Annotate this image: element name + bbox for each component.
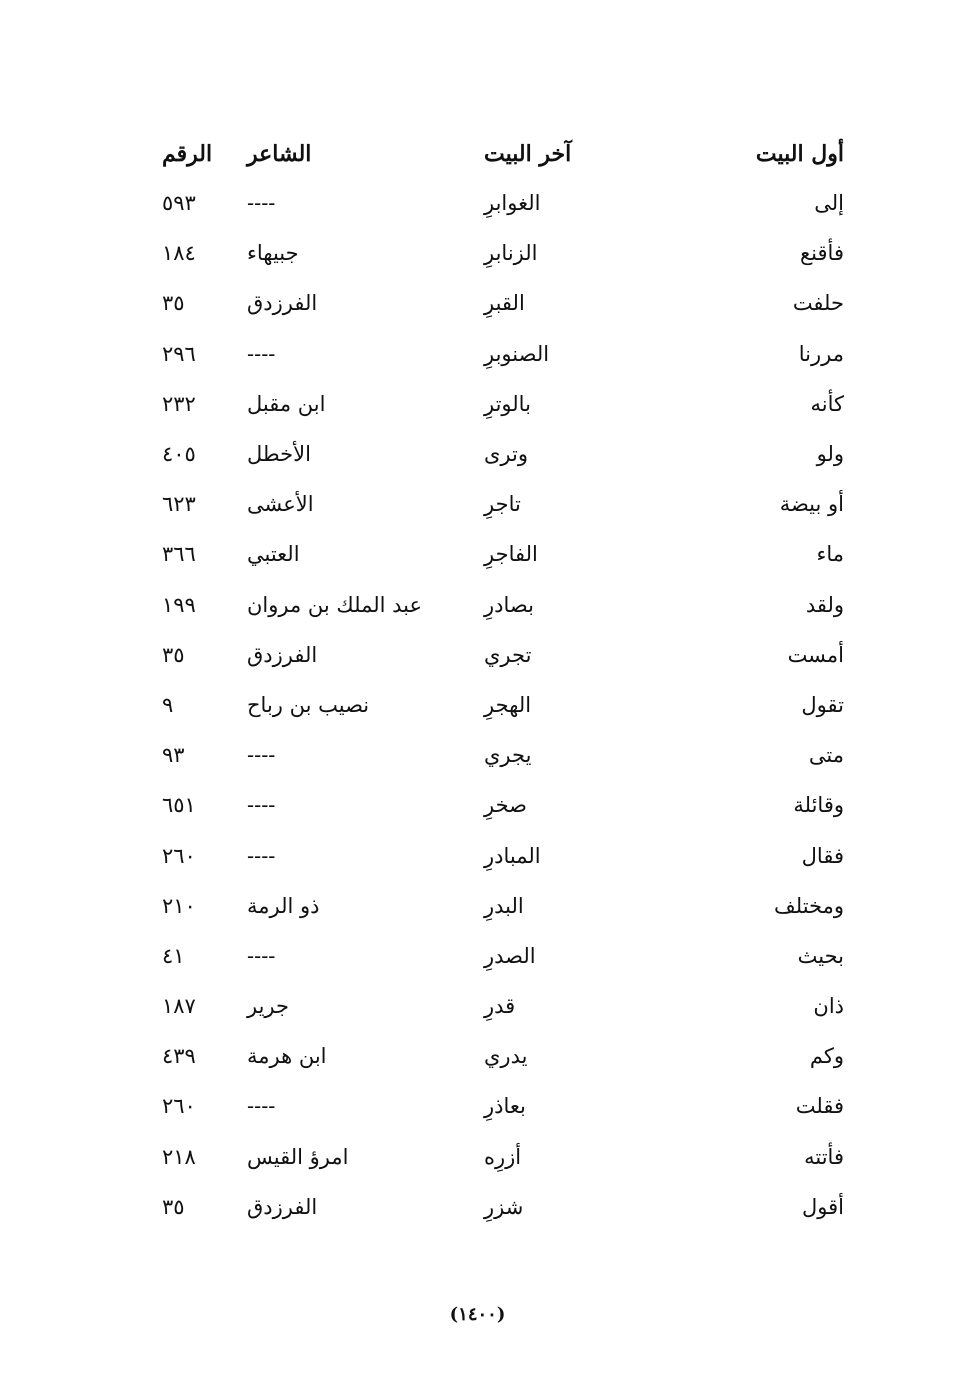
poet-cell: ----: [247, 793, 276, 818]
number-cell: ٩: [162, 692, 174, 717]
table-row: [150, 931, 852, 981]
poet-cell: ذو الرمة: [247, 893, 320, 918]
last-verse-cell: تاجرِ: [484, 492, 521, 517]
first-verse-cell: فقلت: [795, 1094, 844, 1119]
table-row: [150, 228, 852, 278]
first-verse-cell: متى: [808, 743, 844, 768]
number-cell: ٢٦٠: [162, 843, 196, 868]
last-verse-cell: الغوابرِ: [484, 191, 541, 216]
first-verse-cell: أو بيضة: [779, 492, 844, 517]
table-row: [150, 580, 852, 630]
poet-cell: الفرزدق: [247, 1194, 318, 1219]
table-row: [150, 278, 852, 328]
table-row: [150, 1031, 852, 1081]
first-verse-cell: ذان: [813, 994, 844, 1019]
number-cell: ٢٩٦: [162, 341, 196, 366]
number-cell: ٢١٨: [162, 1144, 196, 1169]
header-poet: الشاعر: [247, 141, 312, 167]
number-cell: ٤١: [162, 943, 185, 968]
last-verse-cell: المبادرِ: [484, 843, 541, 868]
last-verse-cell: أزرِه: [484, 1144, 522, 1169]
first-verse-cell: بحيث: [797, 943, 844, 968]
number-cell: ٦٢٣: [162, 492, 196, 517]
table-body: [150, 178, 852, 1232]
number-cell: ٩٣: [162, 743, 185, 768]
last-verse-cell: صخرِ: [484, 793, 527, 818]
table-row: [150, 1182, 852, 1232]
poet-cell: الأعشى: [247, 492, 314, 517]
table-row: [150, 730, 852, 780]
last-verse-cell: البدرِ: [484, 893, 524, 918]
first-verse-cell: فأقنع: [800, 241, 844, 266]
number-cell: ٣٥: [162, 642, 185, 667]
table-row: [150, 329, 852, 379]
table-row: [150, 479, 852, 529]
poet-cell: ----: [247, 943, 276, 968]
first-verse-cell: ولقد: [805, 592, 844, 617]
table-row: [150, 780, 852, 830]
poet-cell: ابن مقبل: [247, 391, 326, 416]
poet-cell: ----: [247, 843, 276, 868]
poet-cell: نصيب بن رباح: [247, 692, 370, 717]
last-verse-cell: بالوترِ: [484, 391, 531, 416]
first-verse-cell: إلى: [814, 191, 844, 216]
poet-cell: العتبي: [247, 542, 300, 567]
poet-cell: عبد الملك بن مروان: [247, 592, 423, 617]
last-verse-cell: تجري: [484, 642, 532, 667]
first-verse-cell: وقائلة: [793, 793, 844, 818]
first-verse-cell: فقال: [801, 843, 844, 868]
number-cell: ٢٣٢: [162, 391, 196, 416]
last-verse-cell: بعاذرِ: [484, 1094, 526, 1119]
table-row: [150, 1132, 852, 1182]
first-verse-cell: ماء: [816, 542, 844, 567]
last-verse-cell: بصادرِ: [484, 592, 534, 617]
poet-cell: ----: [247, 1094, 276, 1119]
number-cell: ٣٦٦: [162, 542, 196, 567]
table-row: [150, 830, 852, 880]
number-cell: ١٩٩: [162, 592, 196, 617]
poet-cell: جبيهاء: [247, 241, 299, 266]
poet-cell: ----: [247, 341, 276, 366]
last-verse-cell: الفاجرِ: [484, 542, 538, 567]
last-verse-cell: وترى: [484, 442, 529, 467]
table-row: [150, 529, 852, 579]
table-row: [150, 429, 852, 479]
number-cell: ٢١٠: [162, 893, 196, 918]
last-verse-cell: يجري: [484, 743, 532, 768]
first-verse-cell: ولو: [816, 442, 844, 467]
table-row: [150, 680, 852, 730]
first-verse-cell: أمست: [787, 642, 844, 667]
number-cell: ٤٠٥: [162, 442, 196, 467]
last-verse-cell: الزنابرِ: [484, 241, 538, 266]
poet-cell: الفرزدق: [247, 642, 318, 667]
table-row: [150, 981, 852, 1031]
table-row: [150, 379, 852, 429]
number-cell: ٦٥١: [162, 793, 196, 818]
first-verse-cell: فأتته: [804, 1144, 844, 1169]
table-row: [150, 881, 852, 931]
last-verse-cell: قدرِ: [484, 994, 516, 1019]
first-verse-cell: تقول: [801, 692, 844, 717]
last-verse-cell: شزرِ: [484, 1194, 524, 1219]
first-verse-cell: أقول: [802, 1194, 844, 1219]
number-cell: ٢٦٠: [162, 1094, 196, 1119]
number-cell: ١٨٧: [162, 994, 196, 1019]
number-cell: ٣٥: [162, 1194, 185, 1219]
header-number: الرقم: [162, 141, 213, 167]
poet-cell: الفرزدق: [247, 291, 318, 316]
first-verse-cell: ومختلف: [774, 893, 844, 918]
number-cell: ٥٩٣: [162, 191, 196, 216]
table-header-row: [150, 130, 852, 178]
first-verse-cell: مررنا: [798, 341, 844, 366]
poet-cell: الأخطل: [247, 442, 311, 467]
poet-cell: ----: [247, 743, 276, 768]
number-cell: ٤٣٩: [162, 1044, 196, 1069]
poet-cell: ابن هرمة: [247, 1044, 327, 1069]
last-verse-cell: يدري: [484, 1044, 528, 1069]
table-row: [150, 178, 852, 228]
header-last-verse: آخر البيت: [484, 141, 572, 167]
last-verse-cell: القبرِ: [484, 291, 525, 316]
page-number: (١٤٠٠): [449, 1304, 506, 1325]
first-verse-cell: حلفت: [792, 291, 844, 316]
last-verse-cell: الصنوبرِ: [484, 341, 550, 366]
first-verse-cell: وكم: [809, 1044, 844, 1069]
last-verse-cell: الهجرِ: [484, 692, 532, 717]
poet-cell: جرير: [247, 994, 289, 1019]
poet-cell: امرؤ القيس: [247, 1144, 349, 1169]
first-verse-cell: كأنه: [810, 391, 844, 416]
table-row: [150, 1081, 852, 1131]
last-verse-cell: الصدرِ: [484, 943, 536, 968]
poet-cell: ----: [247, 191, 276, 216]
header-first-verse: أول البيت: [755, 141, 844, 167]
number-cell: ١٨٤: [162, 241, 196, 266]
verse-index-table: [150, 130, 852, 1232]
table-row: [150, 630, 852, 680]
number-cell: ٣٥: [162, 291, 185, 316]
